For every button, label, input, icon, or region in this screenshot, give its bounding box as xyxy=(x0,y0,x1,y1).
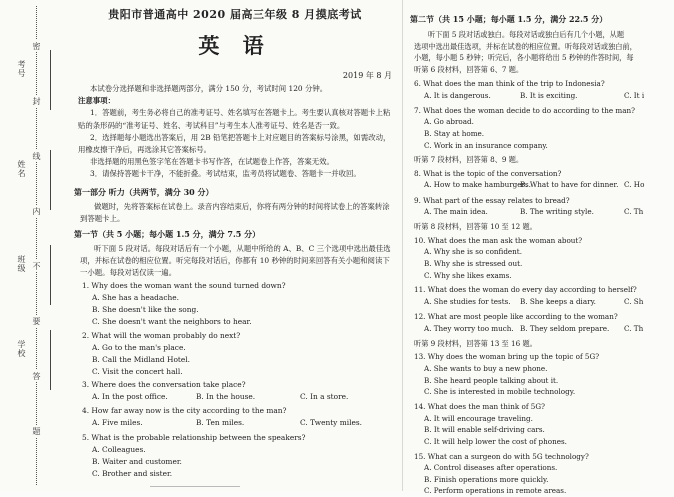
answer-option: C. It will help lower the cost of phones. xyxy=(424,436,567,446)
part1-intro xyxy=(80,201,394,225)
question xyxy=(414,195,674,218)
answer-option: A. Why she is so confident. xyxy=(424,247,522,257)
question xyxy=(414,284,674,307)
question-stem: 9. What part of the essay relates to bread? xyxy=(414,195,570,205)
question-stem: 5. What is the probable relationship between the speakers? xyxy=(82,433,306,442)
page-footer-rule xyxy=(150,486,240,491)
question xyxy=(82,379,396,403)
instruction-item: 3．请保持答题卡干净，不能折叠。考试结束，监考员将试题卷、答题卡一并收回。 xyxy=(90,169,361,179)
question xyxy=(414,451,674,497)
left-column xyxy=(70,0,400,491)
section2-intro-line: 听第 6 段材料，回答第 6、7 题。 xyxy=(414,64,524,74)
answer-option: C. She doesn't want the neighbors to hear. xyxy=(92,317,252,326)
question xyxy=(82,280,396,328)
instructions-heading: 注意事项： xyxy=(78,96,115,106)
answer-option: B. It is exciting. xyxy=(520,90,578,100)
question xyxy=(414,351,674,397)
answer-option: C. Why she likes exams. xyxy=(424,270,512,280)
option-row xyxy=(82,391,396,403)
margin-label-exam-number: 考号 xyxy=(17,60,26,78)
exam-title: 贵阳市普通高中 2020 届高三年级 8 月摸底考试 xyxy=(108,8,362,21)
listening-material-note xyxy=(414,338,674,350)
answer-option: B. In the house. xyxy=(196,392,256,401)
answer-option: A. The main idea. xyxy=(424,207,488,217)
instructions-intro: 本试卷分选择题和非选择题两部分，满分 150 分，考试时间 120 分钟。 xyxy=(90,84,328,93)
section2-intro-line: 小题，每小题 5 秒钟；听完后，各小题将给出 5 秒钟的作答时间，每 xyxy=(414,53,634,63)
question-stem: 14. What does the man think of 5G? xyxy=(414,402,545,411)
seal-word: 不 xyxy=(32,262,41,270)
margin-blank-line xyxy=(50,50,51,110)
instruction-item: 2．选择题每小题选出答案后，用 2B 铅笔把答题卡上对应题目的答案标号涂黑，如需改动，用橡皮擦干净后，再选涂其它答案标号。 xyxy=(78,132,391,155)
section2-intro xyxy=(414,29,664,75)
answer-option: C. In a store. xyxy=(300,392,349,401)
option-row xyxy=(414,323,674,335)
option-row xyxy=(414,296,674,308)
answer-option: A. In the post office. xyxy=(92,392,168,401)
answer-option: C. Th xyxy=(624,207,644,217)
answer-option: C. Visit the concert hall. xyxy=(92,367,183,376)
seal-dotted-line xyxy=(36,6,37,485)
listening-material-note xyxy=(414,154,674,166)
answer-option: C. Work in an insurance company. xyxy=(424,140,548,150)
answer-option: B. Why she is stressed out. xyxy=(424,258,523,268)
answer-option: A. It is dangerous. xyxy=(424,90,491,100)
margin-label-class: 班级 xyxy=(17,255,26,273)
part1-heading: 第一部分 听力（共两节，满分 30 分） xyxy=(74,187,214,197)
question xyxy=(414,235,674,281)
question-stem: 15. What can a surgeon do with 5G technology? xyxy=(414,451,589,461)
question-stem: 12. What are most people like according to the woman? xyxy=(414,312,618,322)
column-divider xyxy=(402,0,403,491)
question-stem: 2. What will the woman probably do next? xyxy=(82,331,241,340)
answer-option: C. Th xyxy=(624,323,644,333)
question-stem: 11. What does the woman do every day according to herself? xyxy=(414,285,637,295)
right-column xyxy=(408,0,645,496)
answer-option: A. Five miles. xyxy=(92,418,143,427)
option-row xyxy=(414,90,674,102)
section1-heading: 第一节（共 5 小题；每小题 1.5 分，满分 7.5 分） xyxy=(74,229,261,239)
material-note-text: 听第 7 段材料，回答第 8、9 题。 xyxy=(414,155,524,165)
question-stem: 3. Where does the conversation take place? xyxy=(82,380,246,389)
section2-intro-line: 听下面 5 段对话或独白。每段对话或独白后有几个小题，从题 xyxy=(428,30,625,39)
margin-blank-line xyxy=(50,150,51,210)
answer-option: B. Finish operations more quickly. xyxy=(424,474,549,484)
question-stem: 7. What does the woman decide to do according to the man? xyxy=(414,105,636,115)
question xyxy=(414,401,674,447)
instruction-item: 1．答题前，考生务必将自己的准考证号、姓名填写在答题卡上。考生要认真核对答题卡上粘贴的条形码的“准考证号、姓名、考试科目”与考生本人准考证号、姓名是否一致。 xyxy=(78,108,391,130)
answer-option: B. It will enable self-driving cars. xyxy=(424,425,545,435)
answer-option: B. She keeps a diary. xyxy=(520,296,596,306)
section1-intro xyxy=(80,243,394,279)
question xyxy=(82,432,396,480)
answer-option: A. Go to the man's place. xyxy=(92,343,186,352)
question xyxy=(414,311,674,334)
answer-option: B. They seldom prepare. xyxy=(520,323,610,333)
seal-word: 封 xyxy=(32,97,41,105)
question xyxy=(414,168,674,191)
margin-blank-line xyxy=(50,245,51,305)
margin-label-school: 学校 xyxy=(17,340,26,358)
answer-option: A. How to make hamburgers. xyxy=(424,180,531,190)
answer-option: B. Ten miles. xyxy=(196,418,245,427)
answer-option: C. It i xyxy=(624,90,645,100)
answer-option: B. She doesn't like the song. xyxy=(92,305,199,314)
option-row xyxy=(414,206,674,218)
answer-option: B. Call the Midland Hotel. xyxy=(92,355,190,364)
question-stem: 6. What does the man think of the trip to Indonesia? xyxy=(414,79,605,88)
seal-word: 题 xyxy=(32,427,41,435)
answer-option: A. Go abroad. xyxy=(424,117,474,127)
answer-option: C. Sh xyxy=(624,296,644,306)
seal-word: 要 xyxy=(32,317,41,325)
answer-option: B. Stay at home. xyxy=(424,128,485,138)
subject-title: 英 语 xyxy=(198,33,272,58)
answer-option: C. Brother and sister. xyxy=(92,469,173,478)
seal-word: 内 xyxy=(32,207,41,215)
seal-word: 密 xyxy=(32,42,41,50)
answer-option: C. Ho xyxy=(624,180,645,190)
answer-option: A. She studies for tests. xyxy=(424,296,511,306)
section2-heading: 第二节（共 15 小题；每小题 1.5 分，满分 22.5 分） xyxy=(410,14,608,24)
listening-material-note xyxy=(414,221,674,233)
answer-option: B. Waiter and customer. xyxy=(92,457,182,466)
instructions xyxy=(78,83,392,181)
option-row xyxy=(82,417,396,429)
question-stem: 10. What does the man ask the woman about? xyxy=(414,235,583,245)
answer-option: C. Twenty miles. xyxy=(300,418,362,427)
material-note-text: 听第 9 段材料，回答第 13 至 16 题。 xyxy=(414,339,537,348)
binding-margin xyxy=(0,0,64,491)
section2-intro-line: 选项中选出最佳选项，并标在试卷的相应位置。听每段对话或独白前， xyxy=(414,41,637,51)
question xyxy=(82,405,396,429)
answer-option: A. They worry too much. xyxy=(424,323,514,333)
answer-option: B. The writing style. xyxy=(520,207,594,217)
answer-option: A. She wants to buy a new phone. xyxy=(424,363,548,373)
seal-word: 答 xyxy=(32,372,41,380)
margin-label-name: 姓名 xyxy=(17,160,26,178)
answer-option: B. What to have for dinner. xyxy=(520,180,619,190)
question-stem: 13. Why does the woman bring up the topic of 5G? xyxy=(414,352,600,362)
question-stem: 4. How far away now is the city according to the man? xyxy=(82,406,287,415)
option-row xyxy=(414,179,674,191)
answer-option: C. She is interested in mobile technology. xyxy=(424,387,576,397)
answer-option: B. She heard people talking about it. xyxy=(424,375,559,385)
answer-option: C. Perform operations in remote areas. xyxy=(424,486,567,496)
answer-option: A. Control diseases after operations. xyxy=(424,463,558,473)
answer-option: A. Colleagues. xyxy=(92,445,146,454)
seal-word: 线 xyxy=(32,152,41,160)
exam-date: 2019 年 8 月 xyxy=(342,71,392,80)
section1-intro-text: 听下面 5 段对话。每段对话后有一个小题，从题中所给的 A、B、C 三个选项中选出最佳选项，并标在试卷的相应位置。听完每段对话后，你都有 10 秒钟的时间来回答有关小题和阅读下一小题。每段对话仅读一遍。 xyxy=(80,244,391,277)
part1-intro-text: 做题时，先将答案标在试卷上。录音内容结束后，你将有两分钟的时间将试卷上的答案转涂到答题卡上。 xyxy=(80,202,390,223)
instruction-item: 非选择题的用黑色签字笔在答题卡书写作答，在试题卷上作答，答案无效。 xyxy=(90,157,334,167)
question-stem: 1. Why does the woman want the sound turned down? xyxy=(82,281,286,290)
question xyxy=(414,78,674,101)
answer-option: A. She has a headache. xyxy=(92,293,179,302)
answer-option: A. It will encourage traveling. xyxy=(424,413,533,423)
question xyxy=(414,105,674,151)
material-note-text: 听第 8 段材料，回答第 10 至 12 题。 xyxy=(414,222,537,232)
question xyxy=(82,330,396,378)
margin-blank-line xyxy=(50,330,51,390)
question-stem: 8. What is the topic of the conversation? xyxy=(414,168,562,178)
